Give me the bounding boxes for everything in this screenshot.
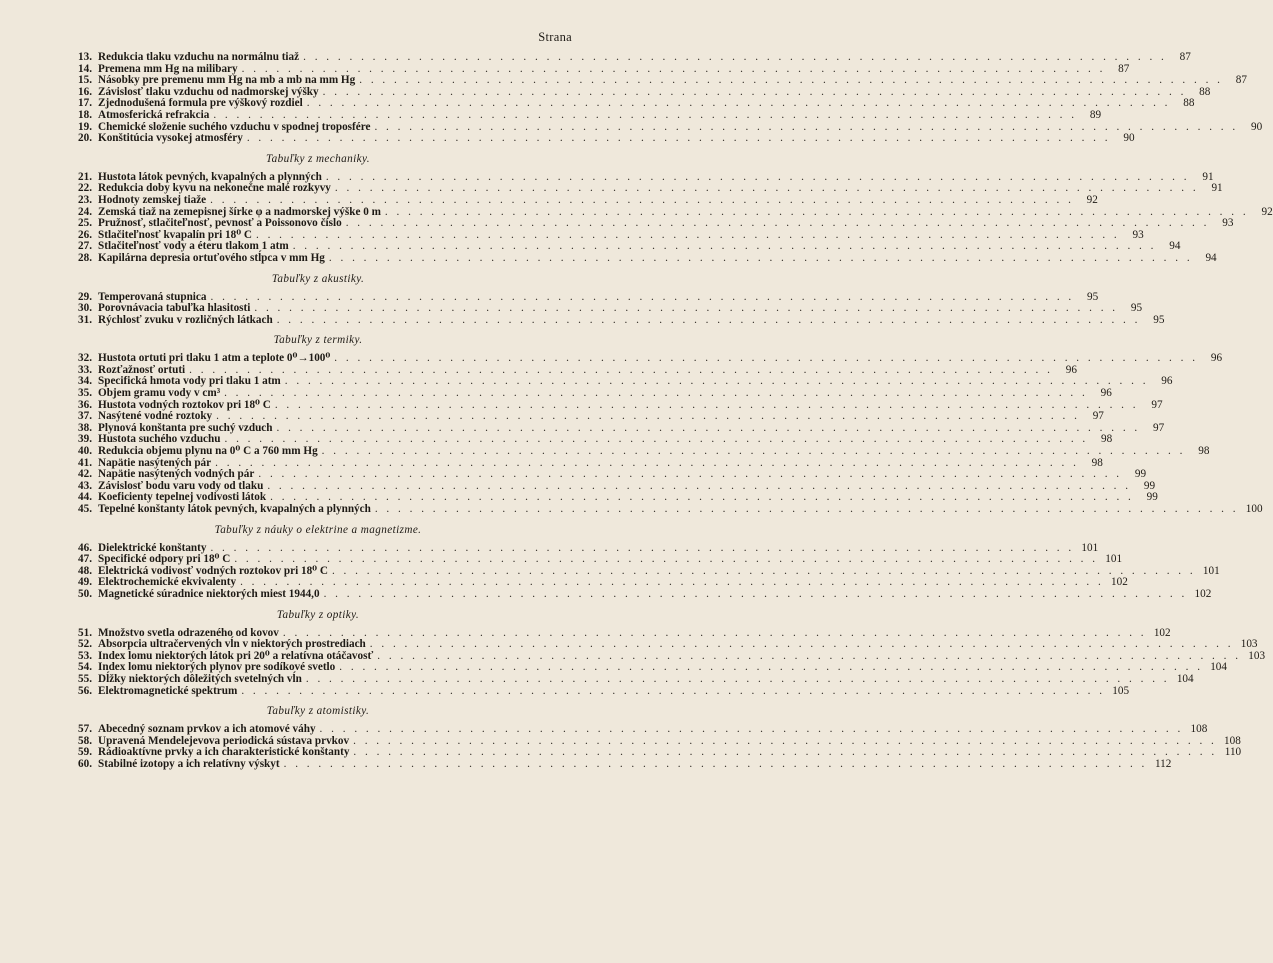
- entry-title: Elektrochemické ekvivalenty: [98, 576, 237, 589]
- entry-title: Premena mm Hg na milibary: [98, 62, 238, 75]
- dot-leader: [370, 639, 1234, 651]
- entry-title: Dielektrické konštanty: [98, 541, 207, 554]
- entry-number: 43.: [78, 479, 92, 492]
- table-of-contents: [64, 51, 1273, 771]
- dot-leader: [320, 724, 1184, 736]
- toc-entry: [64, 684, 1130, 698]
- entry-page-number: 99: [1134, 468, 1147, 481]
- entry-title: Hustota vodných roztokov pri 18⁰ C: [98, 398, 271, 411]
- entry-title: Hodnoty zemskej tiaže: [98, 193, 207, 206]
- dot-leader: [224, 388, 1088, 400]
- entry-number: 24.: [78, 205, 92, 218]
- entry-page-number: 94: [1169, 240, 1181, 253]
- dot-leader: [213, 110, 1077, 122]
- entry-title: Atmosferická refrakcia: [98, 108, 210, 121]
- entry-title: Hustota suchého vzduchu: [98, 433, 221, 446]
- section-heading: Tabuľky z atomistiky.: [266, 705, 370, 718]
- entry-number: 28.: [78, 251, 92, 264]
- entry-number: 17.: [78, 97, 92, 110]
- entry-title: Upravená Mendelejevova periodická sústava prvkov: [98, 734, 350, 747]
- entry-title: Závislosť tlaku vzduchu od nadmorskej výšky: [98, 85, 319, 98]
- entry-number: 45.: [78, 503, 92, 515]
- entry-title: Magnetické súradnice niektorých miest 1944,0: [98, 587, 320, 600]
- entry-title: Hustota ortuti pri tlaku 1 atm a teplote 0⁰→100⁰: [98, 352, 331, 365]
- entry-page-number: 92: [1261, 205, 1273, 218]
- entry-title: Redukcia doby kyvu na nekonečne malé rozkyvy: [98, 182, 331, 195]
- entry-title: Redukcia objemu plynu na 0⁰ C a 760 mm Hg: [98, 445, 318, 458]
- entry-number: 35.: [78, 387, 92, 400]
- entry-number: 16.: [78, 85, 92, 98]
- entry-title: Rozťažnosť ortuti: [98, 363, 186, 376]
- entry-number: 26.: [78, 228, 92, 241]
- entry-number: 38.: [78, 421, 92, 434]
- entry-title: Kapilárna depresia ortuťového stĺpca v mm Hg: [98, 251, 325, 264]
- entry-page-number: 92: [1086, 193, 1098, 206]
- entry-title: Index lomu niektorých látok pri 20⁰ a relatívna otáčavosť: [98, 649, 374, 662]
- entry-page-number: 101: [1105, 553, 1123, 566]
- entry-number: 49.: [78, 576, 92, 589]
- entry-page-number: 93: [1222, 217, 1234, 230]
- section-heading: Tabuľky z akustiky.: [271, 272, 365, 285]
- toc-entry: [64, 302, 1143, 315]
- entry-page-number: 87: [1118, 62, 1130, 75]
- section-heading: Tabuľky z optiky.: [276, 608, 360, 621]
- entry-title: Závislosť bodu varu vody od tlaku: [98, 479, 264, 492]
- entry-number: 23.: [78, 193, 92, 206]
- dot-leader: [254, 303, 1118, 315]
- entry-number: 58.: [78, 734, 92, 747]
- entry-page-number: 99: [1146, 491, 1158, 504]
- entry-number: 59.: [78, 746, 92, 759]
- entry-title: Index lomu niektorých plynov pre sodíkové svetlo: [98, 661, 336, 674]
- entry-number: 37.: [78, 410, 92, 423]
- entry-title: Stlačiteľnosť kvapalín pri 18⁰ C: [98, 228, 252, 241]
- entry-page-number: 103: [1248, 649, 1266, 662]
- dot-leader: [277, 315, 1141, 327]
- entry-page-number: 97: [1092, 410, 1104, 423]
- dot-leader: [210, 195, 1074, 207]
- entry-page-number: 98: [1091, 456, 1103, 469]
- entry-number: 29.: [78, 290, 92, 303]
- entry-number: 47.: [78, 553, 92, 566]
- section-heading: Tabuľky z náuky o elektrine a magnetizme.: [214, 523, 422, 536]
- entry-number: 34.: [78, 375, 92, 388]
- entry-page-number: 95: [1130, 302, 1143, 315]
- toc-entry: [64, 51, 1191, 64]
- entry-page-number: 108: [1224, 734, 1241, 747]
- toc-entry: [64, 387, 1112, 400]
- toc-entry: [64, 193, 1098, 207]
- entry-page-number: 108: [1190, 723, 1208, 736]
- entry-title: Chemické složenie suchého vzduchu v spodnej troposfére: [98, 120, 371, 133]
- entry-page-number: 104: [1176, 672, 1194, 685]
- entry-title: Elektromagnetické spektrum: [98, 684, 238, 697]
- entry-number: 53.: [78, 649, 92, 662]
- entry-title: Množstvo svetla odrazeného od kovov: [98, 626, 279, 639]
- entry-page-number: 90: [1251, 120, 1263, 133]
- entry-title: Stabilné izotopy a ich relatívny výskyt: [98, 757, 280, 770]
- entry-number: 18.: [78, 108, 92, 121]
- entry-page-number: 95: [1087, 290, 1099, 303]
- entry-page-number: 94: [1205, 251, 1217, 264]
- entry-number: 50.: [78, 587, 92, 600]
- dot-leader: [375, 504, 1239, 516]
- entry-page-number: 96: [1210, 352, 1223, 365]
- toc-entry: [64, 251, 1217, 265]
- toc-entry: [64, 638, 1258, 651]
- entry-title: Tepelné konštanty látok pevných, kvapalných a plynných: [98, 503, 371, 515]
- entry-title: Abecedný soznam prvkov a ich atomové váhy: [98, 723, 316, 736]
- entry-page-number: 101: [1202, 564, 1220, 577]
- dot-leader: [329, 253, 1193, 265]
- entry-number: 13.: [78, 51, 92, 63]
- entry-title: Absorpcia ultračervených vĺn v niektorých prostrediach: [98, 638, 366, 651]
- toc-entry: [64, 313, 1165, 327]
- entry-title: Zjednodušená formula pre výškový rozdiel: [98, 97, 303, 110]
- entry-page-number: 112: [1154, 757, 1172, 770]
- section-heading: Tabuľky z termiky.: [273, 334, 363, 347]
- dot-leader: [346, 218, 1210, 230]
- entry-number: 36.: [78, 398, 92, 411]
- entry-title: Rýchlosť zvuku v rozličných látkach: [98, 313, 273, 326]
- toc-entry: [64, 672, 1194, 686]
- entry-page-number: 87: [1179, 51, 1191, 63]
- entry-number: 31.: [78, 313, 92, 326]
- entry-title: Stlačiteľnosť vody a éteru tlakom 1 atm: [98, 240, 289, 253]
- entry-page-number: 101: [1081, 541, 1099, 554]
- entry-number: 52.: [78, 638, 92, 651]
- entry-number: 48.: [78, 564, 92, 577]
- entry-number: 57.: [78, 723, 92, 736]
- toc-entry: [64, 108, 1102, 122]
- toc-entry: [64, 757, 1172, 771]
- entry-number: 21.: [78, 170, 92, 183]
- entry-number: 15.: [78, 74, 92, 87]
- entry-number: 33.: [78, 363, 92, 376]
- entry-title: Hustota látok pevných, kvapalných a plynných: [98, 170, 322, 183]
- entry-page-number: 102: [1153, 626, 1171, 639]
- entry-title: Koeficienty tepelnej vodivosti látok: [98, 491, 267, 504]
- entry-page-number: 105: [1112, 684, 1130, 697]
- entry-page-number: 99: [1143, 479, 1156, 492]
- entry-page-number: 96: [1100, 387, 1112, 400]
- entry-title: Nasýtené vodné roztoky: [98, 410, 213, 423]
- entry-page-number: 98: [1101, 433, 1113, 446]
- entry-title: Objem gramu vody v cm³: [98, 387, 221, 400]
- entry-number: 19.: [78, 120, 92, 133]
- entry-number: 22.: [78, 182, 92, 195]
- entry-title: Napätie nasýtených vodných pár: [98, 468, 255, 481]
- entry-number: 27.: [78, 240, 92, 253]
- dot-leader: [247, 133, 1111, 145]
- entry-page-number: 100: [1245, 503, 1263, 515]
- entry-page-number: 104: [1210, 661, 1227, 674]
- entry-number: 25.: [78, 217, 92, 230]
- entry-number: 56.: [78, 684, 92, 697]
- entry-number: 46.: [78, 541, 92, 554]
- entry-page-number: 89: [1089, 108, 1102, 121]
- entry-page-number: 97: [1151, 398, 1163, 411]
- entry-page-number: 88: [1199, 85, 1211, 98]
- section-heading: Tabuľky z mechaniky.: [266, 152, 370, 165]
- entry-title: Plynová konštanta pre suchý vzduch: [98, 421, 273, 434]
- toc-entry: [64, 445, 1210, 458]
- entry-title: Rádioaktívne prvky a ich charakteristické konštanty: [98, 746, 350, 759]
- entry-page-number: 91: [1211, 182, 1223, 195]
- entry-title: Dĺžky niektorých dôležitých svetelných vĺn: [98, 672, 302, 685]
- toc-entry: [64, 132, 1135, 145]
- entry-title: Zemská tiaž na zemepisnej šírke φ a nadmorskej výške 0 m: [98, 205, 381, 218]
- entry-number: 14.: [78, 62, 92, 75]
- page-column-header: Strana: [538, 30, 572, 44]
- entry-number: 30.: [78, 302, 92, 315]
- entry-title: Temperovaná stupnica: [98, 290, 207, 303]
- entry-page-number: 102: [1111, 576, 1128, 589]
- entry-page-number: 88: [1183, 97, 1195, 110]
- entry-title: Specifická hmota vody pri tlaku 1 atm: [98, 375, 281, 388]
- entry-number: 20.: [78, 132, 92, 145]
- entry-title: Elektrická vodivosť vodných roztokov pri 18⁰ C: [98, 564, 328, 577]
- entry-title: Konštitúcia vysokej atmosféry: [98, 132, 243, 145]
- entry-page-number: 97: [1153, 421, 1165, 434]
- toc-entry: [64, 587, 1212, 601]
- dot-leader: [284, 759, 1148, 771]
- entry-title: Napätie nasýtených pár: [98, 456, 212, 469]
- entry-page-number: 90: [1123, 132, 1135, 145]
- entry-title: Násobky pre premenu mm Hg na mb a mb na mm Hg: [98, 74, 356, 87]
- entry-number: 39.: [78, 433, 92, 446]
- dot-leader: [324, 589, 1188, 601]
- entry-page-number: 102: [1194, 587, 1212, 600]
- dot-leader: [322, 446, 1186, 458]
- entry-number: 40.: [78, 445, 92, 458]
- entry-page-number: 103: [1240, 638, 1258, 651]
- entry-page-number: 98: [1198, 445, 1210, 458]
- dot-leader: [303, 52, 1167, 64]
- dot-leader: [306, 674, 1170, 686]
- entry-page-number: 96: [1065, 363, 1077, 376]
- toc-entry: [64, 723, 1208, 736]
- entry-number: 54.: [78, 661, 92, 674]
- entry-page-number: 95: [1153, 313, 1165, 326]
- entry-number: 42.: [78, 468, 92, 481]
- entry-number: 44.: [78, 491, 92, 504]
- entry-title: Porovnávacia tabuľka hlasitosti: [98, 302, 251, 315]
- toc-entry: [64, 503, 1263, 516]
- entry-page-number: 87: [1235, 74, 1247, 87]
- entry-number: 32.: [78, 352, 92, 365]
- entry-number: 55.: [78, 672, 92, 685]
- dot-leader: [241, 686, 1105, 698]
- entry-title: Redukcia tlaku vzduchu na normálnu tiaž: [98, 51, 300, 63]
- entry-number: 41.: [78, 456, 92, 469]
- entry-page-number: 96: [1161, 375, 1173, 388]
- toc-entry: [64, 217, 1234, 230]
- entry-page-number: 93: [1132, 228, 1144, 241]
- entry-page-number: 110: [1224, 746, 1242, 759]
- entry-page-number: 91: [1202, 170, 1214, 183]
- entry-number: 51.: [78, 626, 92, 639]
- entry-title: Specifické odpory pri 18⁰ C: [98, 553, 231, 566]
- entry-title: Pružnosť, stlačiteľnosť, pevnosť a Poissonovo číslo: [98, 217, 342, 230]
- entry-number: 60.: [78, 757, 92, 770]
